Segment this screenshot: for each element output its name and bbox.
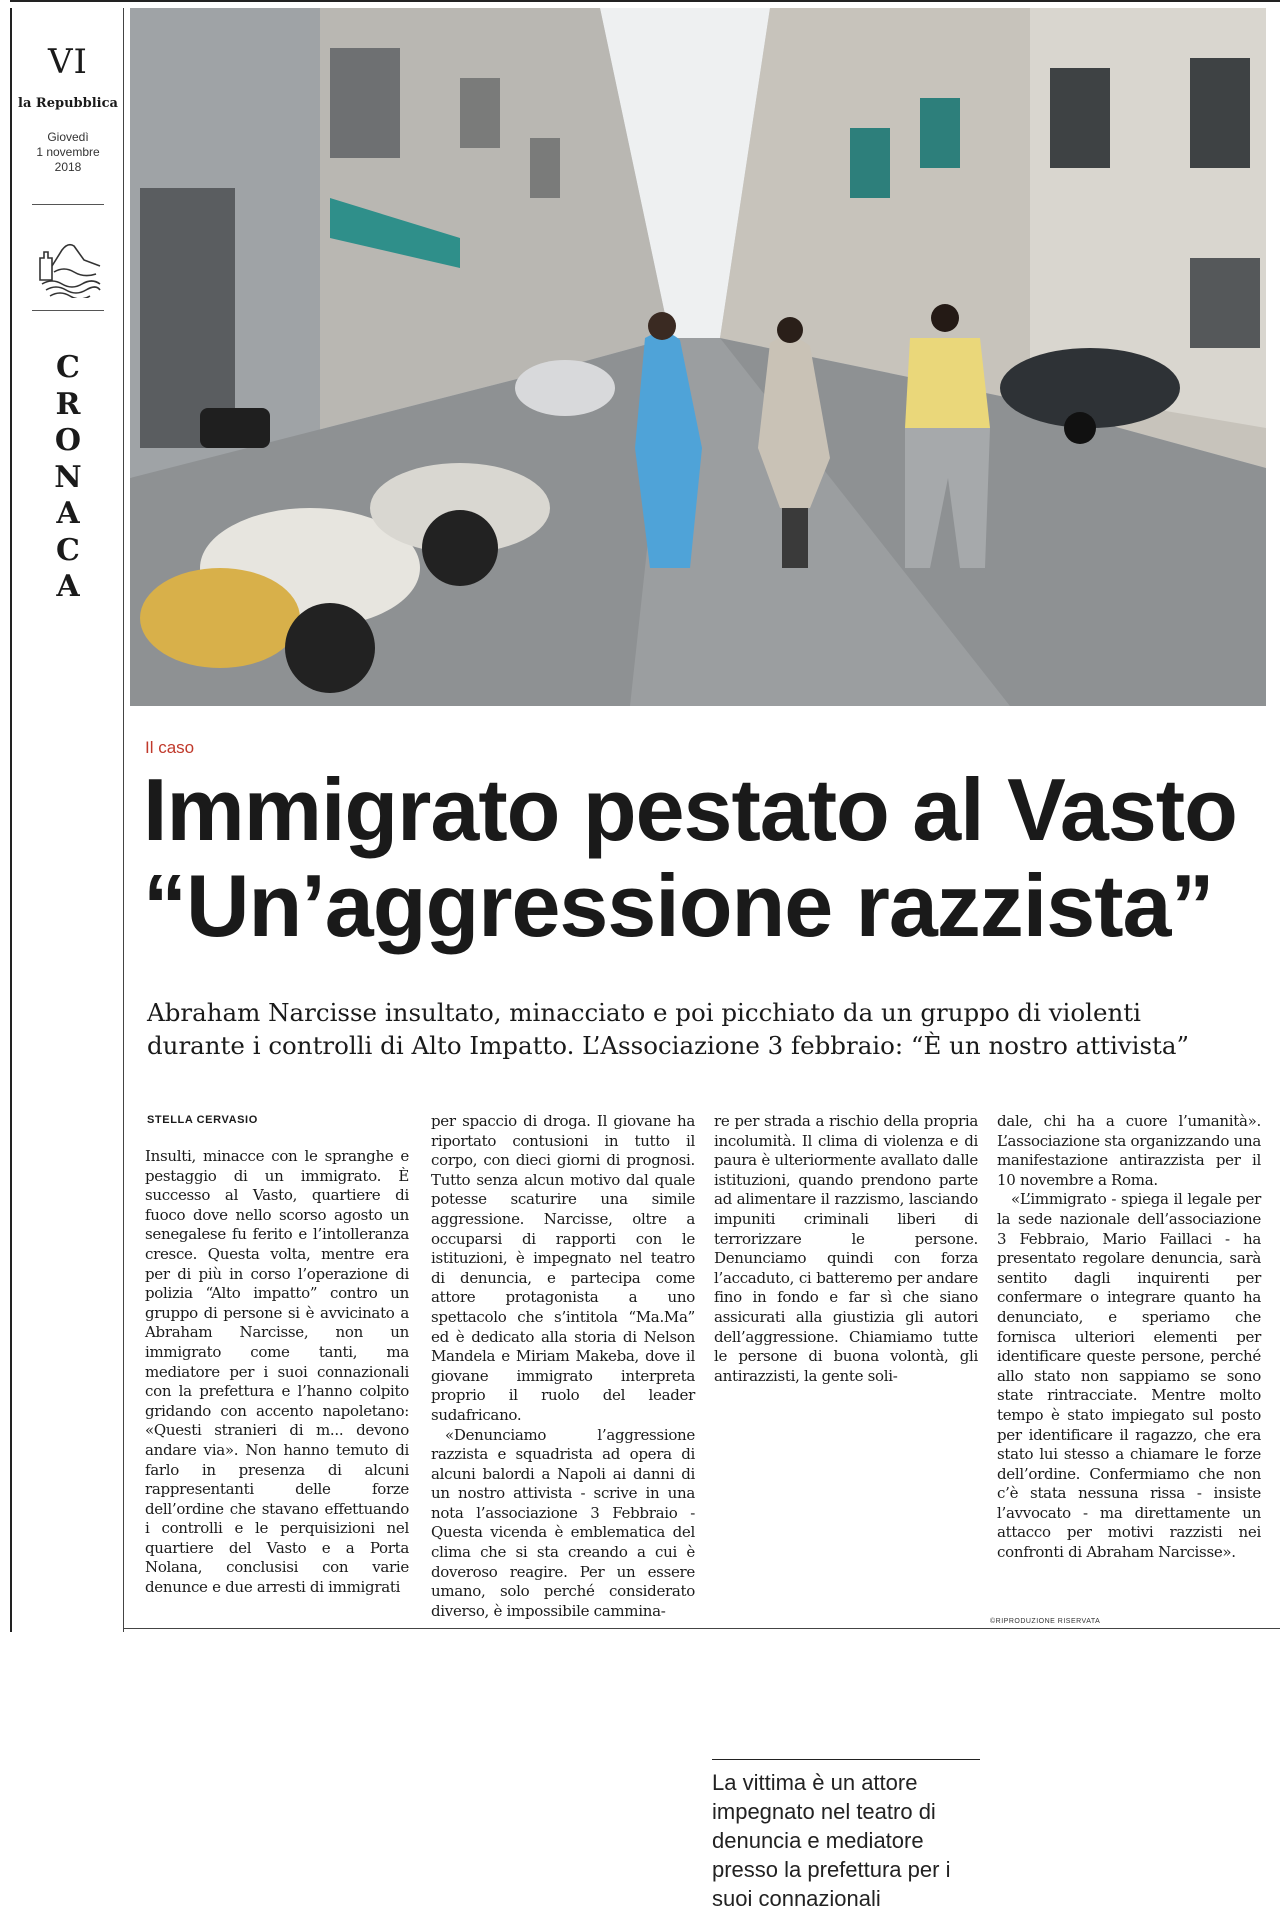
section-letter: N [54, 459, 82, 495]
paragraph: «L’immigrato - spiega il legale per la sede nazionale dell’associazione 3 Febbraio, Mario Faillaci - ha presentato regolare denuncia, sarà sentito dagli inquirenti per confermare o integrare quanto ha denunciato, e speriamo che fornisca ulteriori elementi per identificare queste persone, perché allo stato non sappiamo se sono state rintracciate. Mentre molto tempo è stato impiegato sul posto per identificare il ragazzo, che era stato lui stesso a chiamare le forze dell’ordine. Confermiamo che non c’è stata nessuna rissa - insiste l’avvocato - ma direttamente un attacco per motivi razzisti nei confronti di Abraham Narcisse». [997, 1190, 1261, 1562]
date-weekday: Giovedì [47, 130, 89, 144]
article-deck [147, 996, 1257, 1062]
section-letter: O [54, 423, 82, 458]
headline-line: “Un’aggressione razzista” [143, 856, 1214, 955]
article-column-3 [714, 1112, 978, 1386]
paragraph: re per strada a rischio della propria incolumità. Il clima di violenza e di paura è ulteriormente avallato dalle istituzioni, quando prendono parte ad alimentare il razzismo, lasciando impuniti criminali liberi di terrorizzare le persone. Denunciamo quindi con forza l’accaduto, ci batteremo per andare fino in fondo e far sì che siano assicurati alla giustizia gli autori dell’aggressione. Chiamiamo tutte le persone di buona volontà, gli antirazzisti, la gente soli- [714, 1112, 978, 1385]
date-year: 2018 [54, 160, 82, 174]
copyright-notice: ©RIPRODUZIONE RISERVATA [990, 1618, 1101, 1625]
article-kicker: Il caso [145, 738, 195, 757]
page-number: VI [48, 42, 88, 82]
pull-quote: La vittima è un attore impegnato nel teatro di denuncia e mediatore presso la prefettura per i suoi connazionali [712, 1759, 980, 1913]
article-column-2 [431, 1112, 695, 1621]
paragraph: per spaccio di droga. Il giovane ha riportato contusioni in tutto il corpo, con dieci giorni di prognosi. Tutto senza alcun motivo dal quale potesse scaturire una simile aggressione. Narcisse, oltre a occuparsi di rapporti con le istituzioni, è impegnato nel teatro di denuncia, e partecipa come attore protagonista a uno spettacolo che s’intitola “Ma.Ma” ed è dedicato alla storia di Nelson Mandela e Miriam Makeba, dove il giovane immigrato interpreta proprio il ruolo del leader sudafricano. [431, 1112, 695, 1424]
article-byline: STELLA CERVASIO [147, 1114, 258, 1126]
section-letter: C [56, 350, 80, 385]
paragraph: dale, chi ha a cuore l’umanità». L’associazione sta organizzando una manifestazione antirazzista per il 10 novembre a Roma. [997, 1112, 1261, 1189]
naples-skyline-logo-icon [38, 236, 102, 302]
masthead: la Repubblica [18, 96, 118, 111]
article-headline [143, 762, 1268, 954]
section-letter: C [56, 532, 80, 568]
publication-date [12, 130, 124, 175]
article-column-1 [145, 1147, 409, 1598]
headline-line: Immigrato pestato al Vasto [143, 760, 1237, 859]
paragraph: «Denunciamo l’aggressione razzista e squadrista ad opera di alcuni balordi a Napoli ai danni di un nostro attivista - scrive in una nota l’associazione 3 Febbraio - Questa vicenda è emblematica del clima che si sta creando a cui è doveroso reagire. Per un essere umano, solo perché considerato diverso, è impossibile cammina- [431, 1425, 695, 1620]
sidebar-divider [32, 310, 104, 311]
paragraph: Insulti, minacce con le spranghe e pestaggio di un immigrato. È successo al Vasto, quartiere di fuoco dove nello scorso agosto un senegalese fu ferito e l’intolleranza cresce. Questa volta, mentre era per di più in corso l’operazione di polizia “Alto impatto” contro un gruppo di persone si è avvicinato a Abraham Narcisse, non un immigrato come tanti, ma mediatore per i suoi connazionali con la prefettura e l’hanno colpito gridando con accento napoletano: «Questi stranieri di m... devono andare via». Non hanno temuto di farlo in presenza di alcuni rappresentanti delle forze dell’ordine che stavano effettuando i controlli e le perquisizioni nel quartiere del Vasto e a Porta Nolana, conclusisi con varie denunce e due arresti di immigrati [145, 1147, 409, 1597]
sidebar-divider [32, 204, 104, 205]
bottom-border [124, 1628, 1280, 1629]
article-column-4 [997, 1112, 1261, 1563]
deck-line: Abraham Narcisse insultato, minacciato e poi picchiato da un gruppo di violenti [147, 998, 1141, 1027]
street-photo-image [130, 8, 1266, 706]
page-sidebar [10, 8, 124, 1632]
section-letter: A [56, 496, 80, 531]
deck-line: durante i controlli di Alto Impatto. L’Associazione 3 febbraio: “È un nostro attivista” [147, 1031, 1190, 1060]
section-label-cronaca [12, 350, 124, 606]
date-day-month: 1 novembre [36, 145, 100, 159]
section-letter: A [56, 569, 80, 604]
street-photo-illustration [130, 8, 1266, 706]
section-letter: R [55, 386, 81, 422]
